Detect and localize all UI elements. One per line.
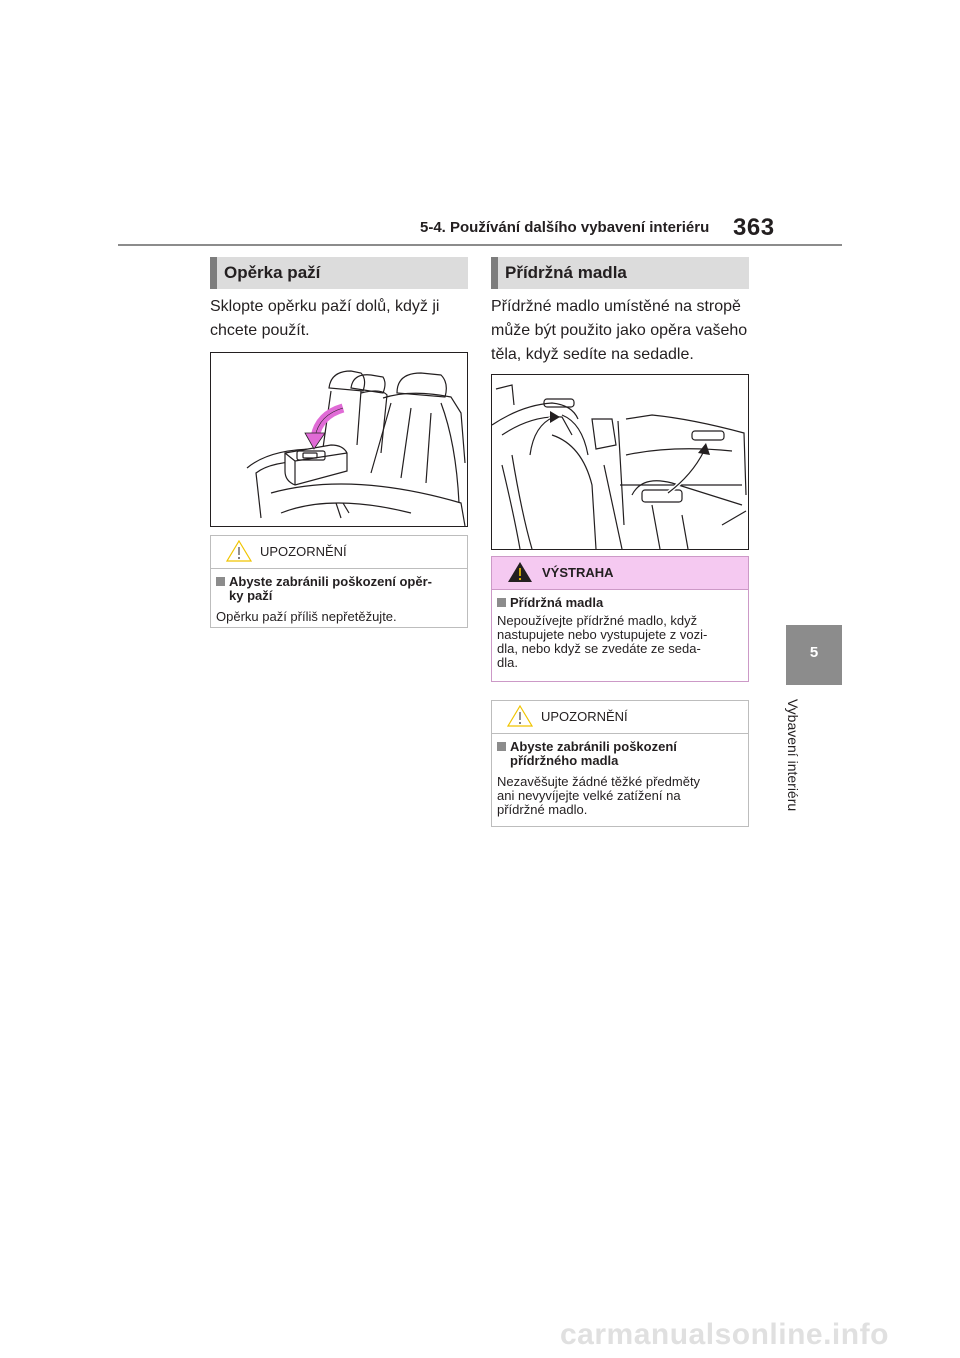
warning-title: VÝSTRAHA bbox=[542, 565, 614, 580]
caution-title: UPOZORNĚNÍ bbox=[260, 544, 347, 559]
armrest-heading: Opěrka paží bbox=[210, 257, 468, 289]
caution-title: UPOZORNĚNÍ bbox=[541, 709, 628, 724]
caution-header bbox=[492, 701, 748, 734]
caution-bullet: Abyste zabránili poškození opěr- ky paží bbox=[216, 575, 462, 603]
grab-handles-text: Přídržné madlo umístěné na stropě může být použito jako opěra vašeho těla, když sedíte na sedadle. bbox=[491, 298, 748, 363]
caution-bullet: Abyste zabránili poškození přídržného madla bbox=[497, 740, 743, 768]
grab-handles-drawing bbox=[492, 375, 748, 549]
grab-handles-warning-box bbox=[491, 556, 749, 682]
warning-bullet: Přídržná madla bbox=[497, 596, 743, 610]
grab-arrow-right-icon bbox=[668, 451, 704, 493]
section-title: 5-4. Používání dalšího vybavení interiéru bbox=[420, 219, 710, 236]
chapter-number: 5 bbox=[809, 644, 819, 661]
caution-header bbox=[211, 536, 467, 569]
warning-header bbox=[492, 557, 748, 590]
grab-handles-heading: Přídržná madla bbox=[491, 257, 749, 289]
armrest-caution-box bbox=[210, 535, 468, 628]
chapter-tab bbox=[786, 625, 842, 685]
armrest-text: Sklopte opěrku paží dolů, když ji chcete použít. bbox=[210, 298, 440, 339]
bullet-square-icon bbox=[497, 742, 506, 751]
armrest-illustration bbox=[210, 352, 468, 527]
grab-handles-caution-box bbox=[491, 700, 749, 827]
bullet-square-icon bbox=[216, 577, 225, 586]
caution-triangle-icon bbox=[226, 540, 252, 562]
caution-triangle-icon bbox=[507, 705, 533, 727]
caution-text: Opěrku paží příliš nepřetěžujte. bbox=[216, 609, 397, 624]
page-number: 363 bbox=[733, 214, 775, 241]
grab-handles-illustration bbox=[491, 374, 749, 550]
bullet-square-icon bbox=[497, 598, 506, 607]
warning-triangle-icon bbox=[507, 561, 533, 583]
watermark: carmanualsonline.info bbox=[560, 1318, 889, 1351]
caution-text: Nezavěšujte žádné těžké předměty ani nevyvíjejte velké zatížení na přídržné madlo. bbox=[497, 774, 701, 817]
warning-text: Nepoužívejte přídržné madlo, když nastupujete nebo vystupujete z vozi- dla, nebo když se zvedáte ze seda- dla. bbox=[497, 613, 708, 670]
header-divider bbox=[118, 244, 842, 246]
armrest-drawing bbox=[211, 353, 467, 526]
chapter-label: Vybavení interiéru bbox=[785, 698, 801, 812]
